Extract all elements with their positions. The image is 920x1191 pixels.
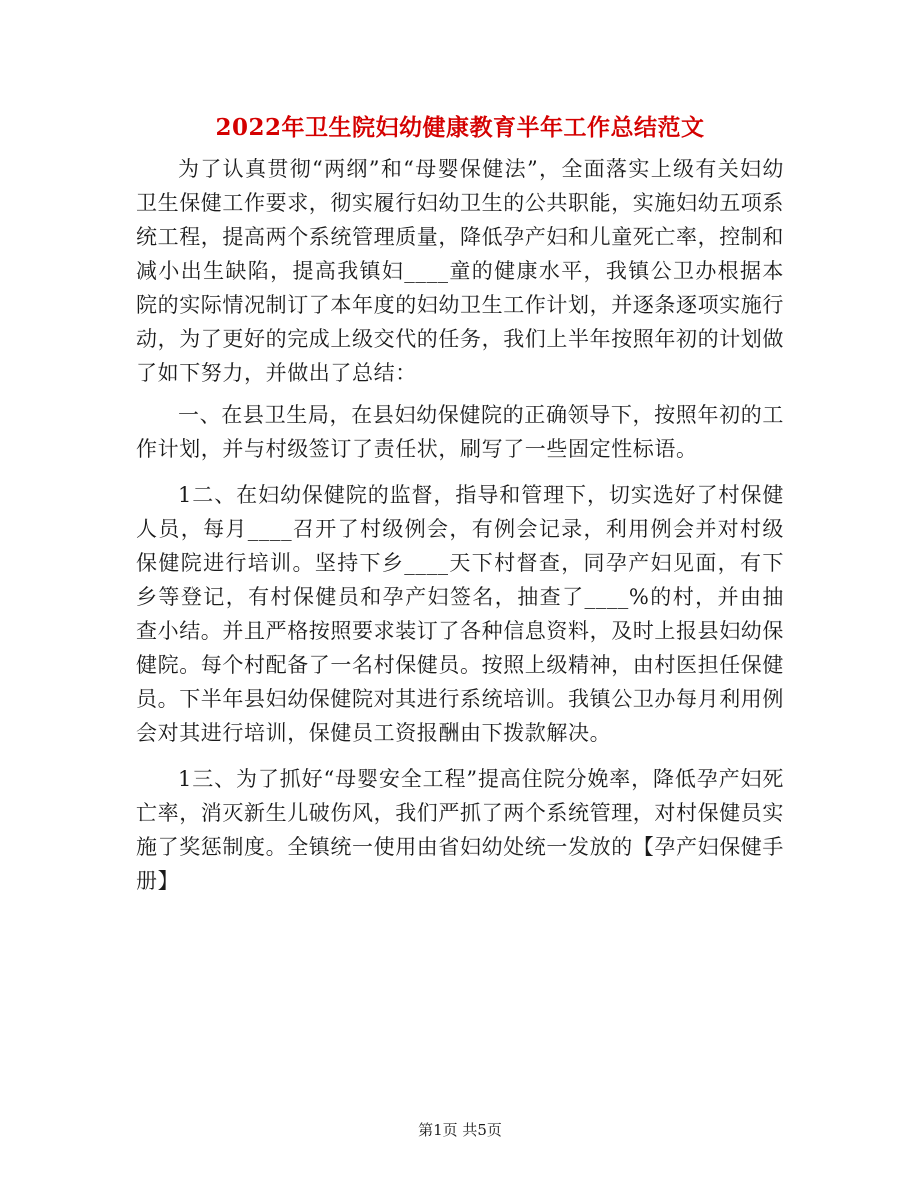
document-title: 2022年卫生院妇幼健康教育半年工作总结范文 xyxy=(215,114,705,141)
paragraph-section-2: 1二、在妇幼保健院的监督，指导和管理下，切实选好了村保健人员，每月____召开了村级例会，有例会记录，利用例会并对村级保健院进行培训。坚持下乡____天下村督查，同孕产妇见面，有下乡等登记，有村保健员和孕产妇签名，抽查了____%的村，并由抽查小结。并且严格按照要求装订了各种信息资料，及时上报县妇幼保健院。每个村配备了一名村保健员。按照上级精神，由村医担任保健员。下半年县妇幼保健院对其进行系统培训。我镇公卫办每月利用例会对其进行培训，保健员工资报酬由下拨款解决。 xyxy=(136,483,784,745)
page-number-footer: 第1页 共5页 xyxy=(418,1121,502,1139)
paragraph-section-3: 1三、为了抓好“母婴安全工程”提高住院分娩率，降低孕产妇死亡率，消灭新生儿破伤风，我们严抓了两个系统管理，对村保健员实施了奖惩制度。全镇统一使用由省妇幼处统一发放的【孕产妇保健手册】 xyxy=(136,767,784,893)
paragraph-section-1: 一、在县卫生局，在县妇幼保健院的正确领导下，按照年初的工作计划，并与村级签订了责任状，刷写了一些固定性标语。 xyxy=(136,403,784,461)
paragraph-intro: 为了认真贯彻“两纲”和“母婴保健法”，全面落实上级有关妇幼卫生保健工作要求，彻实履行妇幼卫生的公共职能，实施妇幼五项系统工程，提高两个系统管理质量，降低孕产妇和儿童死亡率，控制和减小出生缺陷，提高我镇妇____童的健康水平，我镇公卫办根据本院的实际情况制订了本年度的妇幼卫生工作计划，并逐条逐项实施行动，为了更好的完成上级交代的任务，我们上半年按照年初的计划做了如下努力，并做出了总结： xyxy=(136,157,784,385)
document-body xyxy=(136,152,784,910)
